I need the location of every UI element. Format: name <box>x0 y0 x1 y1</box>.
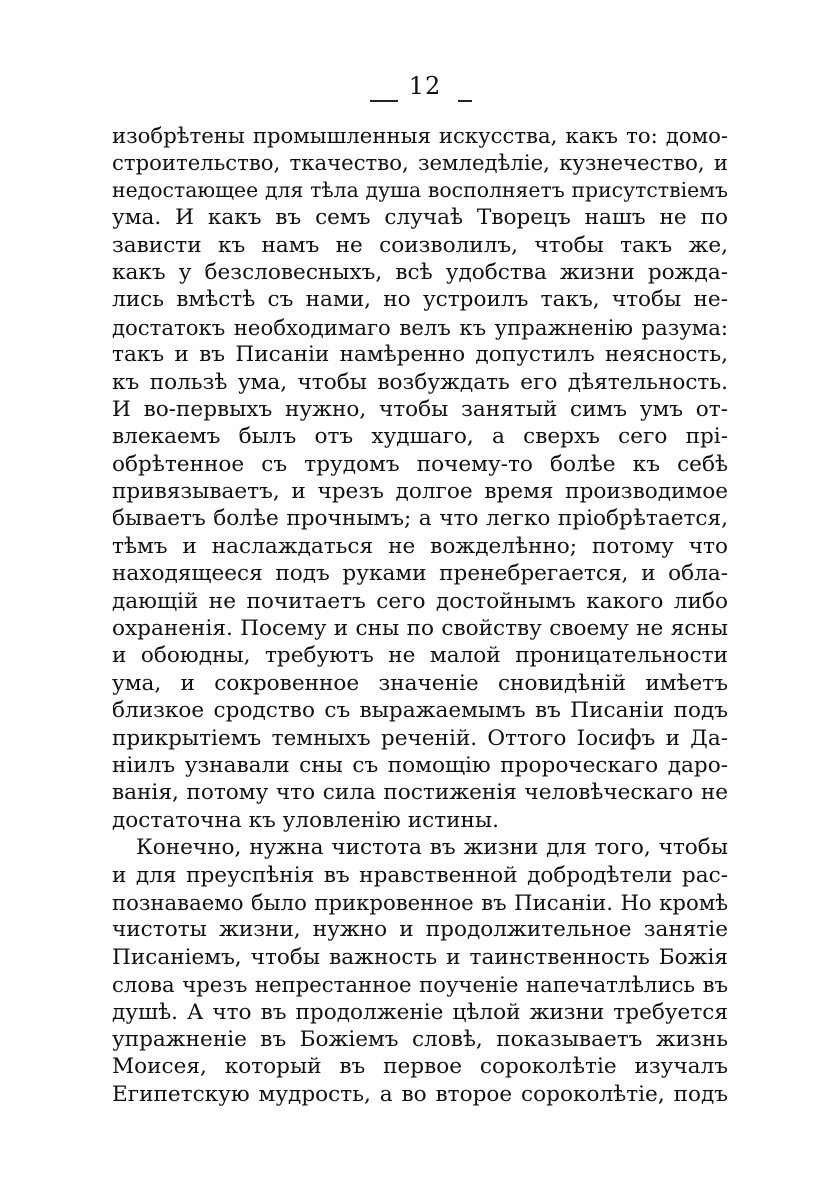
text-line: влекаемъ былъ отъ худшаго, а сверхъ сего прі- <box>112 424 728 450</box>
text-line: какъ у безсловесныхъ, всѣ удобства жизни рожда- <box>112 259 728 285</box>
body-text <box>112 122 728 1108</box>
text-line: познаваемо было прикровенное въ Писаніи. Но кромѣ <box>112 889 728 915</box>
text-line: обрѣтенное съ трудомъ почему-то болѣе къ себѣ <box>112 451 728 477</box>
text-line: Моисея, который въ первое сороколѣтіе изучалъ <box>112 1054 728 1080</box>
text-line: упражненіе въ Божіемъ словѣ, показываетъ жизнь <box>112 1026 728 1052</box>
text-line: ніилъ узнавали сны съ помощію пророческаго даро- <box>112 752 728 778</box>
text-line: Египетскую мудрость, а во второе сороколѣтіе, подъ <box>112 1081 728 1107</box>
text-line: и для преуспѣнія въ нравственной добродѣтели рас- <box>112 862 728 888</box>
header-rule-right <box>458 100 472 102</box>
text-line: изобрѣтены промышленныя искусства, какъ то: домо- <box>112 123 728 148</box>
text-line: бываетъ болѣе прочнымъ; а что легко пріобрѣтается, <box>112 506 728 532</box>
text-line: Писаніемъ, чтобы важность и таинственность Божія <box>112 944 728 970</box>
text-line: и обоюдны, требуютъ не малой проницательности <box>112 643 728 669</box>
text-line: чистоты жизни, нужно и продолжительное занятіе <box>112 917 728 943</box>
text-line: лись вмѣстѣ съ нами, но устроилъ такъ, чтобы не- <box>112 287 728 313</box>
text-line: ванія, потому что сила постиженія человѣческаго не <box>112 780 728 806</box>
header-rule-left <box>370 100 398 102</box>
text-line: тѣмъ и наслаждаться не вожделѣнно; потому что <box>112 533 728 559</box>
text-line: зависти къ намъ не соизволилъ, чтобы такъ же, <box>112 232 728 258</box>
text-line: строительство, ткачество, земледѣліе, кузнечество, и <box>112 150 728 176</box>
text-line: ума, и сокровенное значеніе сновидѣній имѣетъ <box>112 670 728 696</box>
text-line: душѣ. А что въ продолженіе цѣлой жизни требуется <box>112 999 728 1025</box>
text-line: дающій не почитаетъ сего достойнымъ какого либо <box>112 588 728 614</box>
paragraph-end-line: достаточна къ уловленію истины. <box>112 807 499 833</box>
page-header <box>0 72 840 112</box>
text-line: такъ и въ Писаніи намѣренно допустилъ неясность, <box>112 342 728 368</box>
text-line: охраненія. Посему и сны по свойству своему не ясны <box>112 616 728 642</box>
text-line: привязываетъ, и чрезъ долгое время производимое <box>112 479 728 505</box>
text-line: недостающее для тѣла душа восполняетъ присутствіемъ <box>112 177 728 202</box>
text-line: прикрытіемъ темныхъ реченій. Оттого Іосифъ и Да- <box>112 725 728 751</box>
text-line: достатокъ необходимаго велъ къ упражненію разума: <box>112 314 728 340</box>
text-line: И во-первыхъ нужно, чтобы занятый симъ умъ от- <box>112 396 728 422</box>
text-line: слова чрезъ непрестанное поученіе напечатлѣлись въ <box>112 972 728 998</box>
paragraph-start-line: Конечно, нужна чистота въ жизни для того, чтобы <box>136 835 728 861</box>
page-number: 12 <box>408 72 442 100</box>
text-line: ума. И какъ въ семъ случаѣ Творецъ нашъ не по <box>112 205 728 231</box>
text-line: къ пользѣ ума, чтобы возбуждать его дѣятельность. <box>112 369 728 395</box>
text-line: близкое сродство съ выражаемымъ въ Писаніи подъ <box>112 698 728 724</box>
text-line: находящееся подъ руками пренебрегается, и обла- <box>112 561 728 587</box>
